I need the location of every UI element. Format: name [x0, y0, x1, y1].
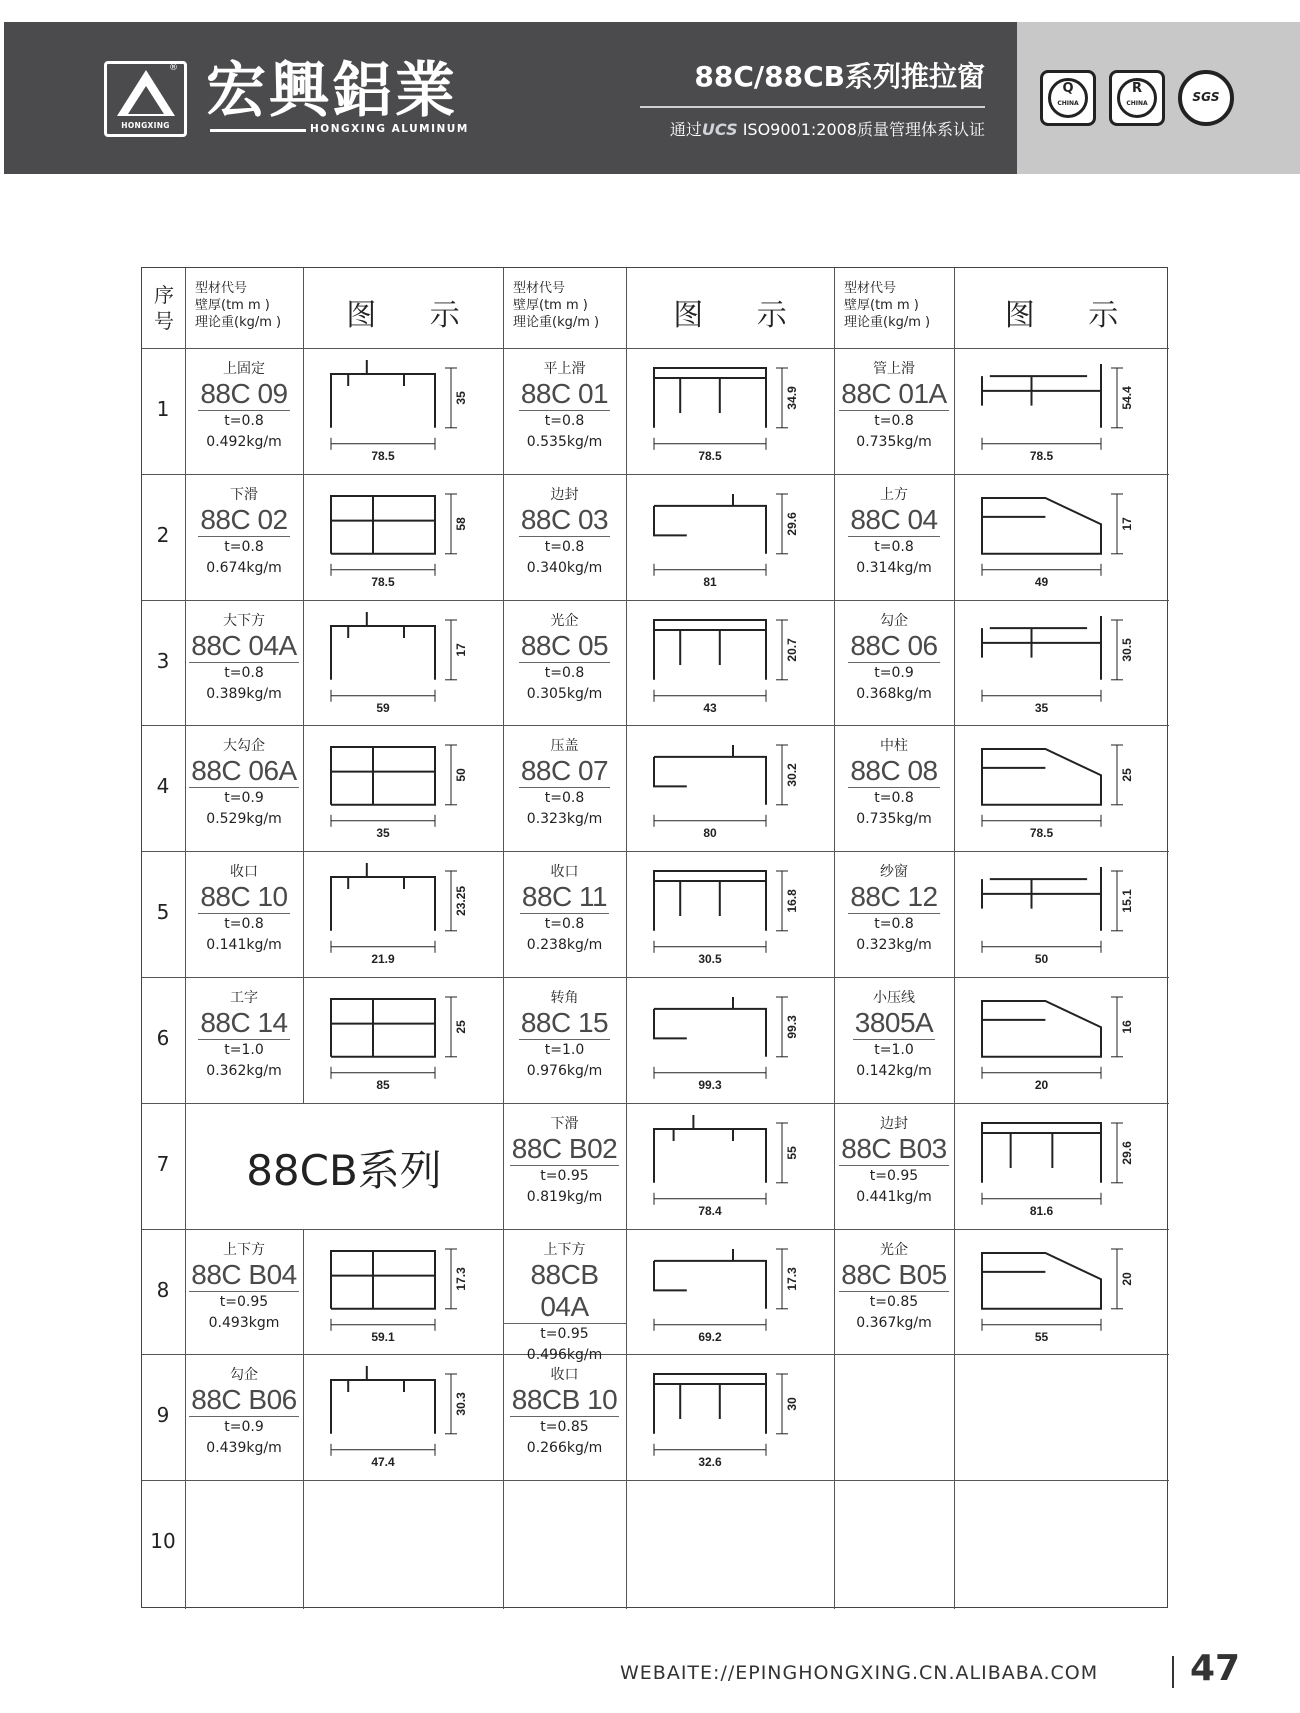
theoretical-weight: 0.674kg/m: [206, 559, 282, 576]
profile-name: 小压线: [873, 990, 915, 1006]
profile-info: [185, 737, 303, 830]
profile-code: 88C 06: [850, 629, 938, 661]
wall-thickness: t=0.8: [544, 790, 585, 807]
q-china-badge: Q CHINA: [1040, 70, 1096, 126]
profile-code: 88C 09: [200, 378, 288, 409]
profile-name: 转角: [550, 990, 579, 1006]
svg-text:78.5: 78.5: [698, 448, 722, 463]
profile-info: [503, 863, 626, 956]
profile-info: [503, 989, 626, 1082]
profile-code: 88C 02: [200, 503, 288, 535]
column-divider: [626, 268, 627, 1609]
profile-info: [834, 1115, 954, 1208]
profile-name: 勾企: [230, 1367, 258, 1384]
theoretical-weight: 0.323kg/m: [526, 811, 603, 828]
svg-text:99.3: 99.3: [784, 1015, 799, 1039]
profile-code: 88C 07: [520, 755, 609, 787]
profile-drawing: [962, 1235, 1161, 1349]
profile-code: 88C 12: [850, 881, 938, 913]
profile-drawing: [634, 983, 826, 1097]
profile-code: 88C 10: [200, 881, 288, 913]
header-line: 理论重(kg/m ): [195, 315, 282, 330]
profile-drawing: [311, 480, 495, 594]
profile-name: 收口: [550, 864, 579, 881]
profile-code: 88C 03: [520, 503, 609, 535]
theoretical-weight: 0.819kg/m: [526, 1188, 603, 1205]
svg-text:20: 20: [1119, 1271, 1134, 1286]
row-number: 10: [150, 1529, 176, 1554]
row-divider: [142, 977, 1169, 978]
profile-code: 88C 01: [520, 378, 609, 409]
svg-text:25: 25: [453, 1020, 468, 1034]
row-number: 5: [156, 900, 170, 925]
footer-divider: [1172, 1656, 1174, 1688]
svg-text:34.9: 34.9: [784, 386, 799, 410]
ucs-logo: UCS: [701, 120, 738, 139]
svg-text:21.9: 21.9: [371, 951, 395, 966]
row-number: 3: [156, 648, 170, 673]
theoretical-weight: 0.305kg/m: [526, 685, 603, 702]
row-number: 8: [156, 1277, 170, 1302]
svg-text:59: 59: [376, 700, 390, 715]
wall-thickness: t=0.85: [540, 1419, 589, 1436]
profile-drawing: [962, 731, 1161, 845]
profile-drawing: [962, 354, 1161, 468]
profile-drawing: [634, 1360, 826, 1474]
svg-text:30.3: 30.3: [453, 1392, 468, 1416]
info-column-header: [195, 280, 281, 331]
profile-info: [834, 1241, 954, 1334]
profile-info: [503, 486, 626, 579]
svg-text:16.8: 16.8: [784, 889, 799, 913]
profile-info: [834, 863, 954, 956]
wall-thickness: t=0.8: [224, 664, 264, 681]
profile-info: [503, 1366, 626, 1459]
svg-text:78.5: 78.5: [371, 574, 395, 589]
brand-name-en: HONGXING ALUMINUM: [310, 123, 469, 135]
svg-text:30: 30: [784, 1397, 799, 1411]
theoretical-weight: 0.389kg/m: [206, 685, 282, 702]
profile-drawing: [962, 857, 1161, 971]
wall-thickness: t=0.95: [219, 1293, 269, 1310]
theoretical-weight: 0.976kg/m: [526, 1063, 603, 1079]
profile-name: 中柱: [880, 738, 908, 755]
profile-name: 上固定: [223, 361, 265, 377]
company-logo: [104, 61, 187, 137]
wall-thickness: t=0.8: [874, 790, 914, 807]
svg-text:81.6: 81.6: [1029, 1203, 1054, 1218]
svg-text:29.6: 29.6: [784, 512, 799, 536]
header-line: 壁厚(tm m ): [195, 298, 270, 313]
profile-drawing: [962, 1109, 1161, 1223]
wall-thickness: t=0.95: [540, 1325, 589, 1342]
theoretical-weight: 0.266kg/m: [526, 1440, 603, 1457]
profile-name: 管上滑: [873, 361, 915, 377]
profile-code: 88C B03: [841, 1132, 947, 1164]
theoretical-weight: 0.439kg/m: [206, 1440, 282, 1457]
profile-info: [834, 486, 954, 579]
svg-text:78.5: 78.5: [1029, 448, 1054, 463]
row-number: 6: [156, 1025, 170, 1050]
row-divider: [142, 1354, 1169, 1355]
profile-info: [503, 1241, 626, 1366]
svg-text:35: 35: [1034, 700, 1049, 715]
profile-info: [185, 1241, 303, 1334]
profile-code: 88C 01A: [841, 378, 947, 409]
wall-thickness: t=0.8: [224, 916, 264, 933]
profile-info: [503, 1115, 626, 1208]
profile-name: 光企: [880, 1241, 908, 1258]
theoretical-weight: 0.142kg/m: [856, 1063, 932, 1079]
page-number: 47: [1190, 1648, 1241, 1689]
drawing-column-header: 图 示: [346, 298, 482, 333]
profile-drawing: [311, 354, 495, 468]
header-line: 型材代号: [844, 281, 897, 296]
profile-drawing: [311, 857, 495, 971]
row-divider: [142, 348, 1169, 349]
profile-name: 工字: [230, 990, 258, 1006]
profile-code: 88C 14: [200, 1007, 288, 1038]
profile-drawing: [962, 983, 1161, 1097]
profile-code: 88CB 04A: [503, 1259, 626, 1324]
header-line: 壁厚(tm m ): [513, 298, 588, 313]
profile-drawing: [634, 1235, 826, 1349]
series-label: 88CB系列: [246, 1145, 442, 1195]
theoretical-weight: 0.368kg/m: [856, 685, 932, 702]
profile-info: [185, 1366, 303, 1459]
profile-drawing: [634, 731, 826, 845]
svg-text:17: 17: [1119, 517, 1134, 531]
svg-text:85: 85: [376, 1077, 390, 1092]
profile-name: 纱窗: [880, 864, 908, 881]
header-line: 壁厚(tm m ): [844, 298, 919, 313]
svg-text:81: 81: [703, 574, 717, 589]
wall-thickness: t=0.8: [544, 538, 585, 555]
profile-drawing: [634, 1109, 826, 1223]
profile-name: 下滑: [230, 486, 258, 503]
brand-name-cn: 宏興鋁業: [206, 56, 458, 126]
profile-code: 88C 04: [850, 503, 938, 535]
row-divider: [142, 725, 1169, 726]
profile-name: 勾企: [880, 612, 908, 629]
row-number: 9: [156, 1403, 170, 1428]
svg-text:17.3: 17.3: [784, 1266, 799, 1291]
row-divider: [142, 851, 1169, 852]
profile-name: 上下方: [543, 1241, 586, 1258]
svg-text:35: 35: [376, 826, 390, 841]
svg-text:80: 80: [703, 826, 717, 841]
column-divider: [954, 268, 955, 1609]
svg-text:78.5: 78.5: [1029, 826, 1054, 841]
registered-mark: ®: [169, 63, 178, 73]
title-divider: [640, 106, 985, 108]
profile-code: 88C 08: [850, 755, 938, 787]
profile-drawing: [634, 480, 826, 594]
theoretical-weight: 0.362kg/m: [206, 1063, 282, 1079]
profile-drawing: [634, 857, 826, 971]
profile-code: 88C 04A: [191, 629, 297, 661]
header-line: 理论重(kg/m ): [844, 315, 931, 330]
info-column-header: [513, 280, 599, 331]
profile-drawing: [962, 480, 1161, 594]
profile-name: 下滑: [550, 1115, 579, 1132]
theoretical-weight: 0.535kg/m: [526, 434, 603, 450]
profile-name: 边封: [880, 1115, 908, 1132]
profile-drawing: [311, 1235, 495, 1349]
r-china-badge: R CHINA: [1109, 70, 1165, 126]
profile-code: 3805A: [854, 1007, 934, 1038]
profile-drawing: [311, 1360, 495, 1474]
header-line: 理论重(kg/m ): [513, 315, 600, 330]
profile-code: 88CB 10: [511, 1384, 618, 1416]
row-divider: [142, 1229, 1169, 1230]
profile-info: [185, 360, 303, 453]
row-divider: [142, 1480, 1169, 1481]
svg-text:17.3: 17.3: [453, 1266, 468, 1291]
svg-text:35: 35: [453, 391, 468, 405]
svg-text:25: 25: [1119, 768, 1134, 782]
profile-name: 收口: [230, 864, 258, 881]
profile-code: 88C 11: [521, 881, 608, 913]
profile-code: 88C 06A: [191, 755, 297, 787]
website-url: WEBAITE://EPINGHONGXING.CN.ALIBABA.COM: [620, 1662, 1099, 1684]
wall-thickness: t=1.0: [224, 1042, 264, 1058]
wall-thickness: t=0.9: [224, 1419, 264, 1436]
svg-text:99.3: 99.3: [698, 1077, 722, 1092]
row-divider: [142, 474, 1169, 475]
profile-name: 收口: [550, 1367, 579, 1384]
profile-code: 88C B05: [841, 1258, 947, 1290]
svg-text:30.5: 30.5: [1119, 637, 1134, 662]
profile-name: 上方: [880, 486, 908, 503]
profile-drawing: [311, 731, 495, 845]
column-divider: [303, 1229, 304, 1609]
svg-text:15.1: 15.1: [1119, 889, 1134, 913]
svg-text:55: 55: [784, 1146, 799, 1160]
wall-thickness: t=0.85: [869, 1293, 919, 1310]
wall-thickness: t=1.0: [874, 1042, 914, 1058]
theoretical-weight: 0.141kg/m: [206, 937, 282, 954]
svg-text:30.5: 30.5: [698, 951, 722, 966]
profile-info: [185, 989, 303, 1082]
svg-text:49: 49: [1034, 574, 1049, 589]
svg-text:23.25: 23.25: [453, 886, 468, 917]
svg-text:17: 17: [453, 642, 468, 657]
svg-text:30.2: 30.2: [784, 763, 799, 787]
row-divider: [142, 600, 1169, 601]
wall-thickness: t=0.9: [224, 790, 264, 807]
theoretical-weight: 0.323kg/m: [856, 937, 932, 954]
drawing-column-header: 图 示: [673, 298, 809, 333]
series-title: 88C/88CB系列推拉窗: [694, 60, 985, 93]
profile-info: [185, 612, 303, 705]
svg-text:50: 50: [1034, 951, 1049, 966]
profile-info: [503, 612, 626, 705]
wall-thickness: t=0.8: [544, 664, 585, 681]
svg-text:32.6: 32.6: [698, 1455, 722, 1470]
profile-name: 平上滑: [543, 361, 586, 377]
theoretical-weight: 0.441kg/m: [856, 1188, 932, 1205]
profile-drawing: [311, 983, 495, 1097]
profile-info: [503, 360, 626, 453]
profile-code: 88C B02: [511, 1132, 618, 1164]
profile-code: 88C 05: [520, 629, 609, 661]
svg-text:50: 50: [453, 768, 468, 782]
svg-text:59.1: 59.1: [371, 1329, 395, 1344]
profile-drawing: [634, 354, 826, 468]
header-line: 型材代号: [195, 281, 248, 296]
profile-drawing: [634, 606, 826, 720]
row-divider: [142, 1103, 1169, 1104]
svg-text:69.2: 69.2: [698, 1329, 722, 1344]
svg-text:55: 55: [1034, 1329, 1049, 1344]
profile-info: [834, 360, 954, 453]
profile-info: [834, 737, 954, 830]
wall-thickness: t=0.95: [540, 1167, 589, 1184]
wall-thickness: t=0.8: [224, 413, 264, 429]
profile-name: 大勾企: [223, 738, 265, 755]
profile-info: [503, 737, 626, 830]
sgs-badge: SGS: [1178, 70, 1234, 126]
wall-thickness: t=1.0: [544, 1042, 585, 1058]
svg-text:43: 43: [703, 700, 717, 715]
profile-drawing: [962, 606, 1161, 720]
profile-info: [185, 863, 303, 956]
svg-text:20: 20: [1034, 1077, 1049, 1092]
svg-text:16: 16: [1119, 1020, 1134, 1034]
theoretical-weight: 0.238kg/m: [526, 937, 603, 954]
theoretical-weight: 0.493kgm: [208, 1314, 280, 1331]
theoretical-weight: 0.492kg/m: [206, 434, 282, 450]
svg-text:58: 58: [453, 517, 468, 531]
wall-thickness: t=0.8: [224, 538, 264, 555]
header-line: 型材代号: [513, 281, 566, 296]
wall-thickness: t=0.8: [874, 538, 914, 555]
svg-text:54.4: 54.4: [1119, 386, 1134, 410]
theoretical-weight: 0.735kg/m: [856, 434, 932, 450]
profile-table: [141, 267, 1168, 1608]
svg-text:78.5: 78.5: [371, 448, 395, 463]
profile-name: 大下方: [223, 612, 265, 629]
profile-info: [834, 612, 954, 705]
logo-text: HONGXING: [121, 121, 170, 130]
theoretical-weight: 0.529kg/m: [206, 811, 282, 828]
wall-thickness: t=0.8: [544, 916, 585, 933]
theoretical-weight: 0.496kg/m: [526, 1346, 603, 1363]
profile-info: [185, 486, 303, 579]
profile-code: 88C 15: [520, 1007, 609, 1038]
theoretical-weight: 0.314kg/m: [856, 559, 932, 576]
theoretical-weight: 0.340kg/m: [526, 559, 603, 576]
profile-code: 88C B06: [191, 1384, 297, 1416]
theoretical-weight: 0.735kg/m: [856, 811, 932, 828]
svg-text:47.4: 47.4: [371, 1455, 395, 1470]
profile-code: 88C B04: [191, 1258, 297, 1290]
svg-text:29.6: 29.6: [1119, 1141, 1134, 1165]
wall-thickness: t=0.9: [874, 664, 914, 681]
profile-drawing: [311, 606, 495, 720]
wall-thickness: t=0.95: [869, 1167, 919, 1184]
sequence-header: 序号: [154, 283, 174, 333]
profile-name: 边封: [550, 486, 579, 503]
column-divider: [303, 268, 304, 1103]
info-column-header: [844, 280, 930, 331]
row-number: 2: [156, 522, 170, 547]
certification-text: 通过UCS ISO9001:2008质量管理体系认证: [669, 120, 985, 139]
profile-name: 上下方: [223, 1241, 265, 1258]
row-number: 1: [156, 396, 170, 421]
brand-divider: [210, 129, 306, 132]
wall-thickness: t=0.8: [874, 413, 914, 429]
profile-name: 光企: [550, 612, 579, 629]
wall-thickness: t=0.8: [874, 916, 914, 933]
svg-text:78.4: 78.4: [698, 1203, 722, 1218]
drawing-column-header: 图 示: [1004, 298, 1141, 333]
row-number: 7: [156, 1151, 170, 1176]
profile-name: 压盖: [550, 738, 579, 755]
profile-info: [834, 989, 954, 1082]
wall-thickness: t=0.8: [544, 413, 585, 429]
row-number: 4: [156, 774, 170, 799]
svg-text:20.7: 20.7: [784, 637, 799, 662]
theoretical-weight: 0.367kg/m: [856, 1314, 932, 1331]
